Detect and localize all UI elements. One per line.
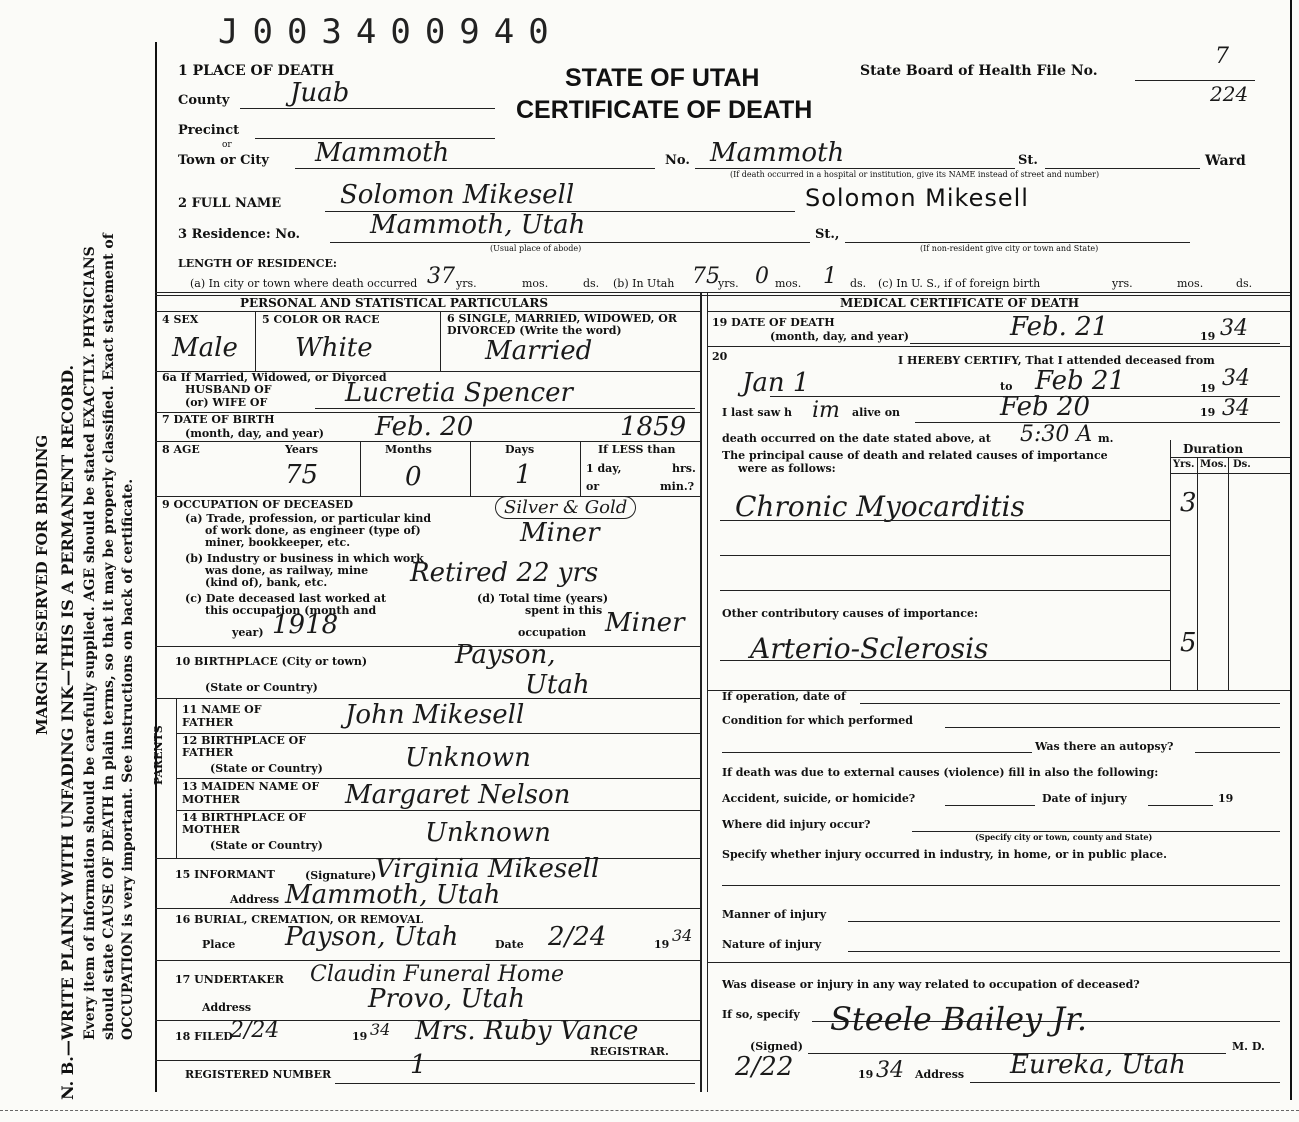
death-time: 5:30 A xyxy=(1020,422,1093,447)
occ-b-2: was done, as railway, mine xyxy=(205,564,369,577)
reg-no-label: REGISTERED NUMBER xyxy=(185,1068,332,1081)
mother-bp-value: Unknown xyxy=(425,818,551,848)
dod-sub: (month, day, and year) xyxy=(770,330,909,343)
center-divider xyxy=(700,292,702,1092)
cause-1: Chronic Myocarditis xyxy=(735,490,1025,523)
length-b-label: (b) In Utah xyxy=(613,277,675,290)
county-value: Juab xyxy=(290,78,350,108)
occ-a-1: (a) Trade, profession, or particular kind xyxy=(185,512,432,525)
dod-value: Feb. 21 xyxy=(1010,312,1109,342)
last-saw-date: Feb 20 xyxy=(1000,392,1090,422)
spouse-value: Lucretia Spencer xyxy=(345,378,573,408)
years-label: Years xyxy=(285,443,319,456)
manner-label: Manner of injury xyxy=(722,908,827,921)
length-a-yrs: 37 xyxy=(427,264,455,289)
serial-number: J003400940 xyxy=(218,12,563,52)
occ-c-1: (c) Date deceased last worked at xyxy=(185,592,387,605)
color-value: White xyxy=(295,333,373,363)
parents-label: PARENTS xyxy=(152,725,165,785)
full-name-value: Solomon Mikesell xyxy=(340,180,575,210)
length-c-ds-label: ds. xyxy=(1236,277,1253,290)
length-c-mos-label: mos. xyxy=(1177,277,1204,290)
occ-b-3: (kind of), bank, etc. xyxy=(205,576,328,589)
reg-no-value: 1 xyxy=(410,1050,427,1080)
signed-date: 2/22 xyxy=(735,1052,794,1082)
spouse-label-3: (or) WIFE OF xyxy=(185,396,268,409)
burial-date: 2/24 xyxy=(548,922,607,952)
injury-year-label: 19 xyxy=(1218,792,1234,805)
length-b-yrs-label: yrs. xyxy=(718,277,739,290)
occ-b-1: (b) Industry or business in which work xyxy=(185,552,424,565)
registrar-name: Mrs. Ruby Vance xyxy=(415,1016,639,1046)
spouse-label-2: HUSBAND OF xyxy=(185,383,272,396)
days-label: Days xyxy=(505,443,535,456)
marital-value: Married xyxy=(485,336,593,366)
informant-label: 15 INFORMANT xyxy=(175,868,275,881)
attend-to: Feb 21 xyxy=(1035,366,1125,396)
burial-label: 16 BURIAL, CREMATION, OR REMOVAL xyxy=(175,913,424,926)
right-border xyxy=(1290,0,1292,1100)
spouse-label-1: 6a If Married, Widowed, or Divorced xyxy=(162,371,387,384)
ward-label: Ward xyxy=(1205,153,1246,169)
length-b-yrs: 75 xyxy=(692,264,720,289)
residence-st-label: St., xyxy=(815,227,840,242)
physician-address: Eureka, Utah xyxy=(1010,1050,1186,1080)
length-b-ds-label: ds. xyxy=(850,277,867,290)
state-title: STATE OF UTAH xyxy=(565,64,760,92)
signed-year-prefix: 19 xyxy=(858,1068,874,1081)
alive-label: alive on xyxy=(852,406,901,419)
where-label: Where did injury occur? xyxy=(722,818,871,831)
no-value: Mammoth xyxy=(710,138,845,168)
residence-value: Mammoth, Utah xyxy=(370,210,586,240)
length-a-ds-label: ds. xyxy=(583,277,600,290)
signature-label: (Signature) xyxy=(305,869,377,882)
attend-year-prefix: 19 xyxy=(1200,382,1216,395)
length-c-label: (c) In U. S., if of foreign birth xyxy=(878,277,1041,290)
margin-reserved: MARGIN RESERVED FOR BINDING xyxy=(33,434,51,735)
certify-text: I HEREBY CERTIFY, That I attended deceased from xyxy=(898,354,1215,367)
length-a-label: (a) In city or town where death occurred xyxy=(190,277,418,290)
death-time-m: m. xyxy=(1098,432,1114,445)
or-age-label: or xyxy=(586,480,600,493)
last-saw-year: 34 xyxy=(1222,396,1250,421)
length-b-ds: 1 xyxy=(823,264,837,289)
operation-label: If operation, date of xyxy=(722,690,846,703)
mother-value: Margaret Nelson xyxy=(345,780,571,810)
father-bp-sub: (State or Country) xyxy=(210,762,323,775)
filed-year: 34 xyxy=(370,1020,391,1039)
cause-label-2: were as follows: xyxy=(738,462,836,475)
dod-year-prefix: 19 xyxy=(1200,330,1216,343)
hrs-label: hrs. xyxy=(672,462,696,475)
color-label: 5 COLOR OR RACE xyxy=(262,313,380,326)
age-days: 1 xyxy=(515,460,532,490)
min-label: min.? xyxy=(660,480,695,493)
occ-a-3: miner, bookkeeper, etc. xyxy=(205,536,351,549)
place-of-death-label: 1 PLACE OF DEATH xyxy=(178,63,335,79)
cause-2-yrs: 5 xyxy=(1180,628,1197,658)
cause-label-1: The principal cause of death and related causes of importance xyxy=(722,449,1108,462)
mother-bp-sub: (State or Country) xyxy=(210,839,323,852)
certify-num: 20 xyxy=(712,350,728,363)
external-label: If death was due to external causes (violence) fill in also the following: xyxy=(722,766,1159,779)
medical-heading: MEDICAL CERTIFICATE OF DEATH xyxy=(840,296,1080,310)
sex-value: Male xyxy=(172,333,238,363)
occ-b-value: Retired 22 yrs xyxy=(410,558,599,588)
mother-label: 13 MAIDEN NAME OF MOTHER xyxy=(182,780,320,806)
burial-place: Payson, Utah xyxy=(285,922,459,952)
occ-c-2: this occupation (month and xyxy=(205,604,377,617)
length-b-mos-label: mos. xyxy=(775,277,802,290)
county-label: County xyxy=(178,93,230,108)
file-no-value: 7 xyxy=(1215,44,1229,69)
dur-mos: Mos. xyxy=(1200,459,1227,470)
dur-yrs: Yrs. xyxy=(1173,459,1195,470)
no-label: No. xyxy=(665,153,690,168)
nature-label: Nature of injury xyxy=(722,938,822,951)
length-b-mos: 0 xyxy=(755,264,769,289)
last-saw-him: im xyxy=(812,398,840,423)
left-border xyxy=(155,42,157,1092)
where-note: (Specify city or town, county and State) xyxy=(975,832,1153,842)
last-saw-year-prefix: 19 xyxy=(1200,406,1216,419)
condition-label: Condition for which performed xyxy=(722,714,913,727)
one-day-label: 1 day, xyxy=(586,462,622,475)
father-bp-value: Unknown xyxy=(405,743,531,773)
father-label: 11 NAME OF FATHER xyxy=(182,703,262,729)
less-than-label: If LESS than xyxy=(598,443,676,456)
related-label: Was disease or injury in any way related to occupation of deceased? xyxy=(722,978,1140,991)
father-value: John Mikesell xyxy=(345,700,525,730)
town-value: Mammoth xyxy=(315,138,450,168)
dob-year: 1859 xyxy=(620,412,687,442)
file-no-label: State Board of Health File No. xyxy=(860,63,1098,79)
physician-address-label: Address xyxy=(915,1068,965,1081)
full-name-typed: Solomon Mikesell xyxy=(805,184,1029,212)
burial-date-label: Date xyxy=(495,938,524,951)
certificate-title: CERTIFICATE OF DEATH xyxy=(516,96,813,124)
undertaker-address: Provo, Utah xyxy=(368,984,526,1014)
full-name-label: 2 FULL NAME xyxy=(178,196,282,211)
dod-label: 19 DATE OF DEATH xyxy=(712,316,835,329)
filed-label: 18 FILED xyxy=(175,1030,233,1043)
dob-value: Feb. 20 xyxy=(375,412,474,442)
length-a-mos-label: mos. xyxy=(522,277,549,290)
autopsy-label: Was there an autopsy? xyxy=(1035,740,1174,753)
father-bp-label: 12 BIRTHPLACE OF FATHER xyxy=(182,734,307,759)
dod-year: 34 xyxy=(1220,316,1248,341)
specify-label: Specify whether injury occurred in industry, in home, or in public place. xyxy=(722,848,1167,861)
birthplace-city: Payson, xyxy=(455,640,556,670)
margin-info-2: should state CAUSE OF DEATH in plain terms, so that it may be properly classified. Exact statement of xyxy=(101,233,117,1040)
hospital-note: (If death occurred in a hospital or institution, give its NAME instead of street and number) xyxy=(730,170,1100,179)
dob-label: 7 DATE OF BIRTH xyxy=(162,413,275,426)
cause-1-yrs: 3 xyxy=(1180,488,1197,518)
accident-label: Accident, suicide, or homicide? xyxy=(722,792,916,805)
bottom-dotted xyxy=(0,1110,1299,1111)
burial-year: 34 xyxy=(672,926,693,945)
undertaker-address-label: Address xyxy=(202,1001,252,1014)
informant-address: Mammoth, Utah xyxy=(285,880,501,910)
occ-a-2: of work done, as engineer (type of) xyxy=(205,524,421,537)
filed-year-prefix: 19 xyxy=(352,1030,368,1043)
length-of-residence-label: LENGTH OF RESIDENCE: xyxy=(178,257,337,270)
occ-d-value: Miner xyxy=(605,608,685,638)
to-label: to xyxy=(1000,380,1013,393)
marital-label: 6 SINGLE, MARRIED, WIDOWED, OR DIVORCED (Write the word) xyxy=(447,312,678,337)
burial-year-prefix: 19 xyxy=(654,938,670,951)
state-country-label: (State or Country) xyxy=(205,681,318,694)
attend-year: 34 xyxy=(1222,366,1250,391)
mother-bp-label: 14 BIRTHPLACE OF MOTHER xyxy=(182,811,307,836)
months-label: Months xyxy=(385,443,432,456)
birthplace-label: 10 BIRTHPLACE (City or town) xyxy=(175,655,368,668)
physician-signature: Steele Bailey Jr. xyxy=(830,1000,1088,1038)
occ-d-1: (d) Total time (years) xyxy=(477,592,609,605)
occ-c-value: 1918 xyxy=(272,610,339,640)
margin-nb: N. B.—WRITE PLAINLY WITH UNFADING INK—THIS IS A PERMANENT RECORD. xyxy=(58,364,77,1100)
length-c-yrs-label: yrs. xyxy=(1112,277,1133,290)
if-so-label: If so, specify xyxy=(722,1008,800,1021)
precinct-label: Precinct xyxy=(178,123,240,138)
death-time-label: death occurred on the date stated above, at xyxy=(722,432,991,445)
margin-info-3: OCCUPATION is very important. See instructions on back of certificate. xyxy=(120,478,136,1040)
attend-from: Jan 1 xyxy=(742,368,810,398)
filed-date: 2/24 xyxy=(230,1018,280,1043)
occ-a-value-2: Miner xyxy=(520,518,600,548)
undertaker-value: Claudin Funeral Home xyxy=(310,962,565,987)
dob-sub: (month, day, and year) xyxy=(185,427,324,440)
abode-note: (Usual place of abode) xyxy=(490,244,582,253)
informant-address-label: Address xyxy=(230,893,280,906)
sex-label: 4 SEX xyxy=(162,313,199,326)
length-a-yrs-label: yrs. xyxy=(456,277,477,290)
st-label: St. xyxy=(1018,153,1038,168)
nonresident-note: (If non-resident give city or town and State) xyxy=(920,244,1099,253)
personal-heading: PERSONAL AND STATISTICAL PARTICULARS xyxy=(240,296,549,310)
signed-year: 34 xyxy=(876,1058,904,1083)
dur-ds: Ds. xyxy=(1233,459,1251,470)
age-years: 75 xyxy=(285,460,319,490)
residence-label: 3 Residence: No. xyxy=(178,227,301,242)
informant-value: Virginia Mikesell xyxy=(375,854,600,884)
burial-place-label: Place xyxy=(202,938,236,951)
file-no-value-2: 224 xyxy=(1210,82,1249,106)
last-saw-label: I last saw h xyxy=(722,406,793,419)
occupation-label: 9 OCCUPATION OF DECEASED xyxy=(162,498,354,511)
contrib-label: Other contributory causes of importance: xyxy=(722,607,979,620)
age-months: 0 xyxy=(405,462,422,492)
injury-date-label: Date of injury xyxy=(1042,792,1127,805)
occ-a-value-1: Silver & Gold xyxy=(495,496,636,519)
cause-2: Arterio-Sclerosis xyxy=(750,632,989,665)
age-label: 8 AGE xyxy=(162,443,200,456)
md-label: M. D. xyxy=(1232,1040,1265,1053)
or-label: or xyxy=(222,140,232,150)
registrar-label: REGISTRAR. xyxy=(590,1045,669,1058)
town-label: Town or City xyxy=(178,153,269,168)
signed-label: (Signed) xyxy=(750,1040,803,1053)
occ-d-3: occupation xyxy=(518,626,587,639)
undertaker-label: 17 UNDERTAKER xyxy=(175,973,284,986)
occ-d-2: spent in this xyxy=(525,604,603,617)
birthplace-state: Utah xyxy=(525,670,590,700)
duration-label: Duration xyxy=(1183,442,1244,456)
margin-info-1: Every item of information should be carefully supplied. AGE should be stated EXACTLY. PHYSICIANS xyxy=(82,246,98,1040)
occ-c-3: year) xyxy=(232,626,264,639)
